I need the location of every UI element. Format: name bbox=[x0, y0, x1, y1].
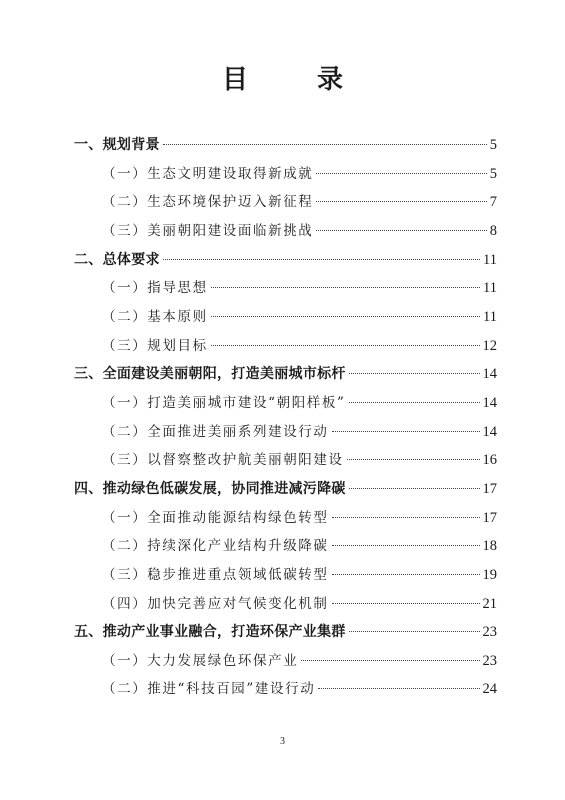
dot-leader bbox=[347, 459, 480, 460]
toc-chapter-entry[interactable] bbox=[74, 246, 497, 275]
toc-section-entry[interactable] bbox=[74, 274, 497, 303]
toc-section-entry[interactable] bbox=[74, 332, 497, 361]
toc-chapter-entry[interactable] bbox=[74, 131, 497, 160]
toc-entry-title: （二）全面推进美丽系列建设行动 bbox=[102, 423, 329, 440]
toc-entry-page-number: 7 bbox=[489, 194, 497, 211]
toc-entry-title: （一）打造美丽城市建设“朝阳样板” bbox=[102, 394, 346, 411]
toc-entry-title: （二）基本原则 bbox=[102, 308, 208, 325]
dot-leader bbox=[332, 545, 480, 546]
toc-entry-title: （三）规划目标 bbox=[102, 337, 208, 354]
dot-leader bbox=[211, 345, 480, 346]
dot-leader bbox=[349, 373, 480, 374]
table-of-contents bbox=[74, 131, 497, 704]
toc-entry-title: （一）全面推动能源结构绿色转型 bbox=[102, 509, 329, 526]
toc-section-entry[interactable] bbox=[74, 561, 497, 590]
dot-leader bbox=[332, 603, 480, 604]
toc-entry-title: 五、推动产业事业融合，打造环保产业集群 bbox=[74, 624, 346, 641]
toc-entry-title: （三）以督察整改护航美丽朝阳建设 bbox=[102, 452, 344, 469]
dot-leader bbox=[316, 230, 486, 231]
toc-section-entry[interactable] bbox=[74, 160, 497, 189]
dot-leader bbox=[211, 287, 480, 288]
toc-entry-page-number: 21 bbox=[482, 595, 497, 612]
toc-entry-title: 二、总体要求 bbox=[74, 251, 160, 268]
toc-section-entry[interactable] bbox=[74, 188, 497, 217]
toc-entry-page-number: 5 bbox=[489, 137, 497, 153]
dot-leader bbox=[349, 488, 480, 489]
page-number: 3 bbox=[280, 736, 285, 747]
dot-leader bbox=[163, 259, 480, 260]
toc-section-entry[interactable] bbox=[74, 590, 497, 619]
toc-chapter-entry[interactable] bbox=[74, 618, 497, 647]
toc-entry-title: 一、规划背景 bbox=[74, 137, 160, 153]
dot-leader bbox=[163, 144, 487, 145]
toc-section-entry[interactable] bbox=[74, 675, 497, 704]
toc-section-entry[interactable] bbox=[74, 389, 497, 418]
dot-leader bbox=[349, 631, 480, 632]
dot-leader bbox=[316, 173, 486, 174]
toc-entry-title: （二）生态环境保护迈入新征程 bbox=[102, 194, 314, 211]
toc-section-entry[interactable] bbox=[74, 418, 497, 447]
dot-leader bbox=[349, 402, 480, 403]
toc-entry-title: （一）大力发展绿色环保产业 bbox=[102, 652, 299, 669]
toc-chapter-entry[interactable] bbox=[74, 360, 497, 389]
toc-entry-page-number: 11 bbox=[483, 251, 497, 268]
toc-entry-page-number: 11 bbox=[483, 308, 497, 325]
toc-section-entry[interactable] bbox=[74, 446, 497, 475]
toc-entry-page-number: 24 bbox=[482, 681, 497, 698]
dot-leader bbox=[316, 201, 486, 202]
toc-section-entry[interactable] bbox=[74, 217, 497, 246]
toc-section-entry[interactable] bbox=[74, 532, 497, 561]
toc-entry-page-number: 18 bbox=[482, 538, 497, 555]
toc-entry-title: （三）稳步推进重点领域低碳转型 bbox=[102, 566, 329, 583]
toc-entry-page-number: 17 bbox=[482, 480, 497, 497]
dot-leader bbox=[332, 574, 480, 575]
toc-chapter-entry[interactable] bbox=[74, 475, 497, 504]
page-title: 目 录 bbox=[221, 65, 374, 95]
toc-entry-title: （一）指导思想 bbox=[102, 280, 208, 297]
dot-leader bbox=[318, 688, 479, 689]
toc-entry-page-number: 23 bbox=[482, 652, 497, 669]
dot-leader bbox=[301, 660, 479, 661]
dot-leader bbox=[332, 431, 480, 432]
toc-entry-page-number: 19 bbox=[482, 566, 497, 583]
toc-entry-title: 四、推动绿色低碳发展，协同推进减污降碳 bbox=[74, 480, 346, 497]
toc-entry-page-number: 5 bbox=[489, 165, 497, 182]
toc-entry-page-number: 23 bbox=[482, 624, 497, 641]
toc-entry-page-number: 14 bbox=[482, 366, 497, 383]
toc-entry-title: （一）生态文明建设取得新成就 bbox=[102, 165, 314, 182]
dot-leader bbox=[332, 517, 480, 518]
toc-entry-page-number: 11 bbox=[483, 280, 497, 297]
toc-entry-page-number: 12 bbox=[482, 337, 497, 354]
toc-entry-page-number: 17 bbox=[482, 509, 497, 526]
dot-leader bbox=[211, 316, 480, 317]
toc-entry-title: 三、全面建设美丽朝阳，打造美丽城市标杆 bbox=[74, 366, 346, 383]
toc-entry-page-number: 14 bbox=[482, 394, 497, 411]
toc-section-entry[interactable] bbox=[74, 303, 497, 332]
toc-entry-title: （二）持续深化产业结构升级降碳 bbox=[102, 538, 329, 555]
toc-entry-title: （四）加快完善应对气候变化机制 bbox=[102, 595, 329, 612]
toc-entry-title: （二）推进“科技百园”建设行动 bbox=[102, 681, 316, 698]
toc-entry-title: （三）美丽朝阳建设面临新挑战 bbox=[102, 222, 314, 239]
toc-entry-page-number: 8 bbox=[489, 222, 497, 239]
toc-entry-page-number: 14 bbox=[482, 423, 497, 440]
toc-section-entry[interactable] bbox=[74, 504, 497, 533]
toc-section-entry[interactable] bbox=[74, 647, 497, 676]
toc-entry-page-number: 16 bbox=[482, 452, 497, 469]
